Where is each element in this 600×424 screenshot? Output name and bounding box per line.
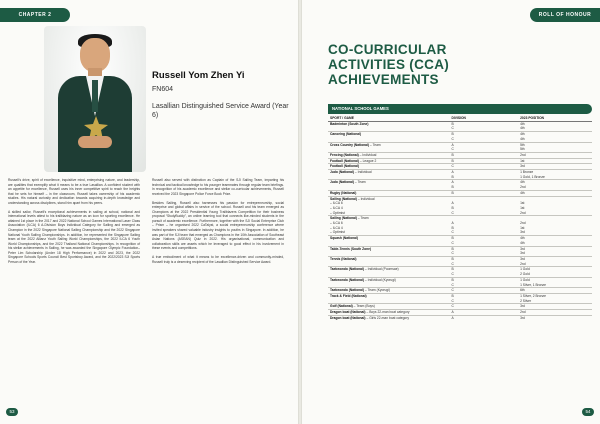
cell-division: C — [451, 126, 454, 131]
bio-paragraph: Russell's drive, spirit of excellence, inquisitive mind, enterprising nature, and leadership, are qualities that exemplify what it means to be a true Lasallian. A confident student with an appetite for excellence, Russell uses his inner competitive spirit to reach the heights that he sets for himself – in the classroom, Russell takes ownership of his academic studies. His natural curiosity and dedication towards acquiring in-depth knowledge and understanding across disciplines, stand him apart from his peers. — [8, 178, 140, 205]
cell-division: A — [449, 315, 518, 320]
cell-division: A — [451, 201, 454, 206]
sport-subcategory: – Boys 22-man boat category — [365, 310, 410, 315]
results-section — [328, 104, 592, 320]
cell-division: B — [449, 256, 518, 261]
cell-division: A — [451, 221, 454, 226]
sport-subcategory: – Individual — [354, 170, 372, 175]
sport-subcategory: – Team — [369, 142, 381, 147]
cell-division: C — [451, 298, 454, 303]
col-header-division: DIVISION — [449, 116, 518, 121]
cell-division: C — [451, 136, 454, 141]
cell-position: 1 Silver, 1 Bronze — [520, 282, 546, 287]
cell-position: 4th — [518, 132, 592, 137]
table-row — [328, 315, 592, 320]
cell-position: 2nd — [520, 221, 526, 226]
cell-position: 2nd — [520, 185, 526, 190]
cell-division: A — [449, 310, 518, 316]
cell-position: 4th — [518, 180, 592, 185]
cell-position: 2 Gold — [520, 272, 530, 277]
cell-position: 3rd — [518, 315, 592, 320]
sport-name: Table-Tennis (South Zone) — [330, 246, 372, 251]
sport-subcategory: – Team (Kyorugi) — [364, 288, 390, 293]
sport-subcategory: – Optimist — [330, 230, 345, 235]
cell-position: 3rd — [520, 230, 525, 235]
cell-position: 1st — [518, 158, 592, 164]
cell-division: B — [451, 121, 454, 126]
cell-position: 5th — [520, 147, 525, 152]
cell-division: B — [451, 185, 454, 190]
sport-name: Track & Field (National) — [330, 293, 367, 298]
sport-subcategory: – Individual — [358, 152, 377, 157]
cell-position: 1st — [520, 201, 525, 206]
results-table — [328, 116, 592, 320]
cell-division: B — [449, 152, 518, 158]
sport-name: Canoeing (National) — [330, 132, 362, 137]
page-number-left: 53 — [6, 408, 18, 416]
bio-paragraph: Besides Sailing, Russell also harnesses his passion for entrepreneurship, social enterprise and global affairs in service of the school. Russell and his team emerged as Champions at the 2022 Presidential Young Trailblazers Competition for their business proposal “StudyBuddy”, an online learning tool that connects like-minded students in the pursuit of academic excellence. Furthermore, together with the SJI Social Enterprise Club – Prism – he organised 2022 CaTalyst, a social entrepreneurship conference where invited speakers shared valuable industry insights to youths in Singapore. In addition, he was part of the SJI team that emerged as Champions in the 10th Association of Southeast Asian Nations (ASEAN) Quiz in 2022. His organisational, communication and collaboration skills are assets which he leveraged to good effect in his involvement in these events and competitions. — [152, 200, 284, 251]
cell-sport — [328, 315, 449, 320]
cell-position: 4th — [520, 126, 525, 131]
bio-paragraph: Russell also served with distinction as Captain of the SJI Sailing Team, imparting his technical and tactical knowledge to his younger teammates through regular team briefings. In recognition of his academic excellence and stellar co-curricular achievements, Russell received the 2023 Singapore Police Force Book Prize. — [152, 178, 284, 196]
awardee-class: FN604 — [152, 86, 174, 93]
page-number-right: 54 — [582, 408, 594, 416]
sport-subcategory: – Optimist — [330, 210, 345, 215]
sport-subcategory: – Individual (Kyorugi) — [364, 277, 396, 282]
sport-name: Dragon boat (National) — [330, 310, 366, 315]
sport-name: Tennis (National) — [330, 256, 357, 261]
cell-division: B — [449, 267, 518, 272]
section-band: NATIONAL SCHOOL GAMES — [328, 104, 592, 114]
cell-division: B — [449, 190, 518, 196]
cell-position: 2nd — [520, 210, 526, 215]
sport-name: Judo (National) — [330, 170, 354, 175]
cell-position: 5th — [518, 142, 592, 147]
page-title — [328, 42, 588, 87]
cell-division: C — [451, 147, 454, 152]
cell-division: C — [451, 240, 454, 245]
cell-position: 4th — [520, 121, 525, 126]
sport-subcategory: – Individual — [356, 196, 375, 201]
sport-subcategory: – League 2 — [358, 158, 377, 163]
cell-position: 1 Silver, 2 Bronze — [518, 293, 592, 298]
sport-subcategory: – Team — [356, 216, 369, 221]
sport-name: Golf (National) — [330, 304, 353, 309]
sport-name: Football (National) — [330, 158, 359, 163]
sport-subcategory: – Individual (Poomsae) — [364, 267, 399, 272]
cell-division: B — [449, 293, 518, 298]
cell-division: A — [449, 142, 518, 147]
cell-division: B — [451, 225, 454, 230]
cell-position: 3rd — [518, 256, 592, 261]
bio-paragraph: A skilled sailor, Russell's exceptional achievements in sailing at school, national and international levels attest to his trailblazing nature as an icon for sporting excellence. He attained 1st place in the 2017 and 2022 National School Games International Laser Class Association (ILCA) 6 A-Division Boys Individual Category for Sailing and emerged as Champion in the 2022 Singapore National Sailing Championship and the 2022 Singapore National Youth Sailing Championships. In addition, he represented the Singapore Sailing team at the 2022 Allianz Youth Sailing World Championships, the 2022 ILCA 6 Youth World Championships, and the 2022 Thailand National Championships. In recognition of his stellar achievements in Sailing, he was awarded the Singapore Olympic Foundation–Peter Lim Scholarship (Under 18 High Performance) in 2022 and 2023, the 2022 Singapore Schools Sports Council Best Sportsboy Award, and the 2022/2023 SJI Sports Person of the Year. — [8, 209, 140, 264]
cell-division: B — [449, 277, 518, 282]
sport-subcategory: – ILCA 6 — [330, 221, 343, 226]
bio-column-2 — [152, 178, 284, 269]
title-line: ACHIEVEMENTS — [328, 72, 439, 87]
title-line: ACTIVITIES (CCA) — [328, 57, 450, 72]
sport-name: Taekwondo (National) — [330, 267, 365, 272]
cell-division: C — [451, 251, 454, 256]
cell-position: 1 Gold, 1 Bronze — [520, 174, 545, 179]
sport-name: Cross Country (National) — [330, 142, 370, 147]
right-page — [302, 0, 600, 424]
sport-name: Football (National) — [330, 164, 359, 169]
cell-division: C — [449, 288, 518, 294]
cell-division: B — [449, 246, 518, 251]
cell-position: 1st — [520, 205, 525, 210]
cell-division: A — [449, 170, 518, 175]
cell-position: 4th — [520, 136, 525, 141]
cell-division: C — [449, 304, 518, 310]
cell-position: 3rd — [520, 251, 525, 256]
sport-name: Rugby (National) — [330, 190, 357, 195]
cell-position: 1st — [520, 225, 525, 230]
left-page — [0, 0, 298, 424]
title-line: CO-CURRICULAR — [328, 42, 447, 57]
sport-name: Badminton (South Zone) — [330, 121, 369, 126]
cell-division: B — [449, 236, 518, 241]
sport-name: Taekwondo (National) — [330, 277, 365, 282]
cell-position: 3rd — [518, 164, 592, 170]
cell-position: 1 Gold — [518, 267, 592, 272]
cell-division: B — [449, 158, 518, 164]
sport-name: Sailing (National) — [330, 196, 357, 201]
cell-position: 4th — [518, 236, 592, 241]
table-body — [328, 121, 592, 320]
cell-position: 1 Gold — [518, 277, 592, 282]
section-header-label: ROLL OF HONOUR — [530, 8, 600, 22]
sport-subcategory: – ILCA 4 — [330, 205, 343, 210]
cell-division: B — [449, 132, 518, 137]
bio-paragraph: A true embodiment of what it means to be excellence-driven and community-minded, Russell truly is a deserving recipient of the Lasallian Distinguished Service Award. — [152, 255, 284, 264]
cell-position: 2nd — [518, 152, 592, 158]
cell-division: C — [449, 164, 518, 170]
cell-division: B — [451, 205, 454, 210]
col-header-position: 2023 POSITION — [518, 116, 592, 121]
sport-subcategory: – Girls 22-man boat category — [365, 315, 409, 320]
awardee-info — [152, 70, 292, 120]
sport-subcategory: – Team — [354, 180, 366, 185]
sport-name: Sailing (National) — [330, 216, 357, 221]
cell-position: 2nd — [520, 261, 526, 266]
awardee-name: Russell Yom Zhen Yi — [152, 70, 245, 81]
cell-position: 6th — [518, 288, 592, 294]
cell-position: 4th — [518, 190, 592, 196]
cell-division: C — [451, 210, 454, 215]
col-header-sport: SPORT / GAME — [328, 116, 449, 121]
cell-division: C — [451, 261, 454, 266]
sport-subcategory: – ILCA 6 — [330, 201, 343, 206]
cell-position: 3rd — [518, 304, 592, 310]
sport-subcategory: – Team (Boys) — [352, 304, 375, 309]
sport-name: Fencing (National) — [330, 152, 359, 157]
sport-name: Taekwondo (National) — [330, 288, 365, 293]
cell-position: 4th — [520, 240, 525, 245]
cell-position: 3rd — [518, 246, 592, 251]
cell-position: 1 Bronze — [518, 170, 592, 175]
bio-column-1 — [8, 178, 140, 269]
cell-division: C — [451, 282, 454, 287]
award-title: Lasallian Distinguished Service Award (Year 6) — [152, 103, 289, 119]
chapter-label: CHAPTER 2 — [0, 8, 70, 22]
cell-division: C — [451, 272, 454, 277]
portrait-photo — [44, 26, 146, 172]
cell-division: B — [451, 174, 454, 179]
cell-position: 2nd — [518, 310, 592, 316]
sport-name: Squash (National) — [330, 236, 359, 241]
cell-position: 2 Silver — [520, 298, 532, 303]
cell-division: A — [449, 180, 518, 185]
cell-division: C — [451, 230, 454, 235]
sport-name: Judo (National) — [330, 180, 354, 185]
sport-name: Dragon boat (National) — [330, 315, 366, 320]
sport-subcategory: – ILCA 4 — [330, 225, 343, 230]
